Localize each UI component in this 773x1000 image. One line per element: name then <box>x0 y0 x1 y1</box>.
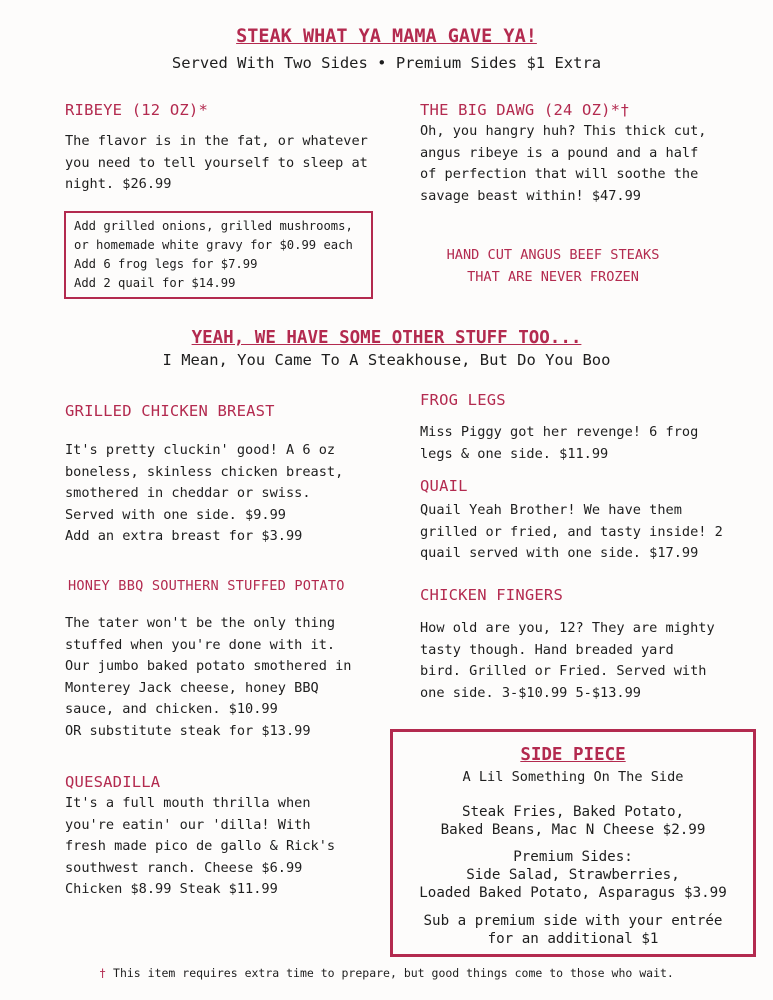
side-piece-subtitle: A Lil Something On The Side <box>462 769 684 785</box>
grilled-chicken-title: GRILLED CHICKEN BREAST <box>65 402 275 420</box>
frog-legs-title: FROG LEGS <box>420 391 506 409</box>
quesadilla-title: QUESADILLA <box>65 773 161 791</box>
ribeye-line: The flavor is in the fat, or whatever <box>65 133 368 149</box>
big-dawg-description <box>420 121 706 207</box>
quesadilla-line: fresh made pico de gallo & Rick's <box>65 838 336 854</box>
quail-description <box>420 500 723 565</box>
sub-premium-line: for an additional $1 <box>487 931 659 947</box>
stuffed-potato-line: sauce, and chicken. $10.99 <box>65 701 278 717</box>
dagger-icon: † <box>99 966 107 980</box>
steak-section-subtitle: Served With Two Sides • Premium Sides $1 Extra <box>171 54 602 72</box>
big-dawg-line: Oh, you hangry huh? This thick cut, <box>420 123 707 139</box>
premium-sides <box>393 848 753 902</box>
regular-sides-line: Baked Beans, Mac N Cheese $2.99 <box>440 822 706 838</box>
addon-line: Add 6 frog legs for $7.99 <box>74 257 258 271</box>
addon-line: Add 2 quail for $14.99 <box>74 276 236 290</box>
grilled-chicken-line: Add an extra breast for $3.99 <box>65 528 303 544</box>
big-dawg-line: of perfection that will soothe the <box>420 166 699 182</box>
footnote <box>0 966 773 980</box>
ribeye-line: you need to tell yourself to sleep at <box>65 154 368 171</box>
chicken-fingers-line: one side. 3-$10.99 5-$13.99 <box>420 684 641 701</box>
quesadilla-line: you're eatin' our 'dilla! With <box>65 816 311 833</box>
quesadilla-description <box>65 793 335 901</box>
quesadilla-line: southwest ranch. Cheese $6.99 <box>65 859 303 876</box>
chicken-fingers-line: tasty though. Hand breaded yard <box>420 641 674 658</box>
stuffed-potato-description <box>65 613 351 742</box>
grilled-chicken-line: smothered in cheddar or swiss. <box>65 485 311 501</box>
premium-sides-heading: Premium Sides: <box>513 849 633 865</box>
stuffed-potato-line: The tater won't be the only thing <box>65 615 336 631</box>
footnote-text: This item requires extra time to prepare, but good things come to those who wait. <box>113 966 674 980</box>
ribeye-title: RIBEYE (12 OZ)* <box>65 101 208 119</box>
ribeye-line: night. $26.99 <box>65 176 172 192</box>
chicken-fingers-line: How old are you, 12? They are mighty <box>420 620 715 636</box>
frog-legs-line: Miss Piggy got her revenge! 6 frog <box>420 424 699 440</box>
quail-title: QUAIL <box>420 477 468 495</box>
stuffed-potato-line: Monterey Jack cheese, honey BBQ <box>65 679 319 696</box>
stuffed-potato-line: Our jumbo baked potato smothered in <box>65 658 352 674</box>
addon-line: Add grilled onions, grilled mushrooms, <box>74 219 353 233</box>
side-piece-box <box>390 729 756 957</box>
frog-legs-line: legs & one side. $11.99 <box>420 445 609 462</box>
quesadilla-line: It's a full mouth thrilla when <box>65 795 311 811</box>
addon-line: or homemade white gravy for $0.99 each <box>74 238 353 252</box>
chicken-fingers-description <box>420 618 715 704</box>
big-dawg-line: angus ribeye is a pound and a half <box>420 144 699 161</box>
tagline-line: THAT ARE NEVER FROZEN <box>467 269 639 285</box>
tagline-line: HAND CUT ANGUS BEEF STEAKS <box>446 247 660 263</box>
premium-sides-line: Side Salad, Strawberries, <box>466 867 680 883</box>
ribeye-description <box>65 131 368 196</box>
regular-sides <box>393 803 753 839</box>
quail-line: Quail Yeah Brother! We have them <box>420 502 682 518</box>
other-section-title: YEAH, WE HAVE SOME OTHER STUFF TOO... <box>191 328 582 348</box>
grilled-chicken-line: Served with one side. $9.99 <box>65 506 286 523</box>
chicken-fingers-line: bird. Grilled or Fried. Served with <box>420 663 707 679</box>
sub-premium-note <box>393 912 753 948</box>
sub-premium-line: Sub a premium side with your entrée <box>423 913 723 929</box>
side-piece-title: SIDE PIECE <box>520 745 626 765</box>
quesadilla-line: Chicken $8.99 Steak $11.99 <box>65 881 278 897</box>
big-dawg-line: savage beast within! $47.99 <box>420 187 641 204</box>
grilled-chicken-line: It's pretty cluckin' good! A 6 oz <box>65 442 336 458</box>
stuffed-potato-title: HONEY BBQ SOUTHERN STUFFED POTATO <box>68 578 345 594</box>
frog-legs-description <box>420 422 698 465</box>
grilled-chicken-description <box>65 440 343 548</box>
regular-sides-line: Steak Fries, Baked Potato, <box>461 804 685 820</box>
grilled-chicken-line: boneless, skinless chicken breast, <box>65 463 344 480</box>
stuffed-potato-line: OR substitute steak for $13.99 <box>65 722 311 739</box>
other-section-subtitle: I Mean, You Came To A Steakhouse, But Do You Boo <box>162 351 611 369</box>
steak-tagline <box>400 244 706 288</box>
chicken-fingers-title: CHICKEN FINGERS <box>420 586 563 604</box>
quail-line: grilled or fried, and tasty inside! 2 <box>420 523 723 540</box>
steak-addons-box <box>64 211 373 299</box>
stuffed-potato-line: stuffed when you're done with it. <box>65 636 336 653</box>
premium-sides-line: Loaded Baked Potato, Asparagus $3.99 <box>419 885 727 901</box>
big-dawg-title: THE BIG DAWG (24 OZ)*† <box>420 101 630 119</box>
steak-section-title: STEAK WHAT YA MAMA GAVE YA! <box>236 26 537 47</box>
quail-line: quail served with one side. $17.99 <box>420 545 699 561</box>
